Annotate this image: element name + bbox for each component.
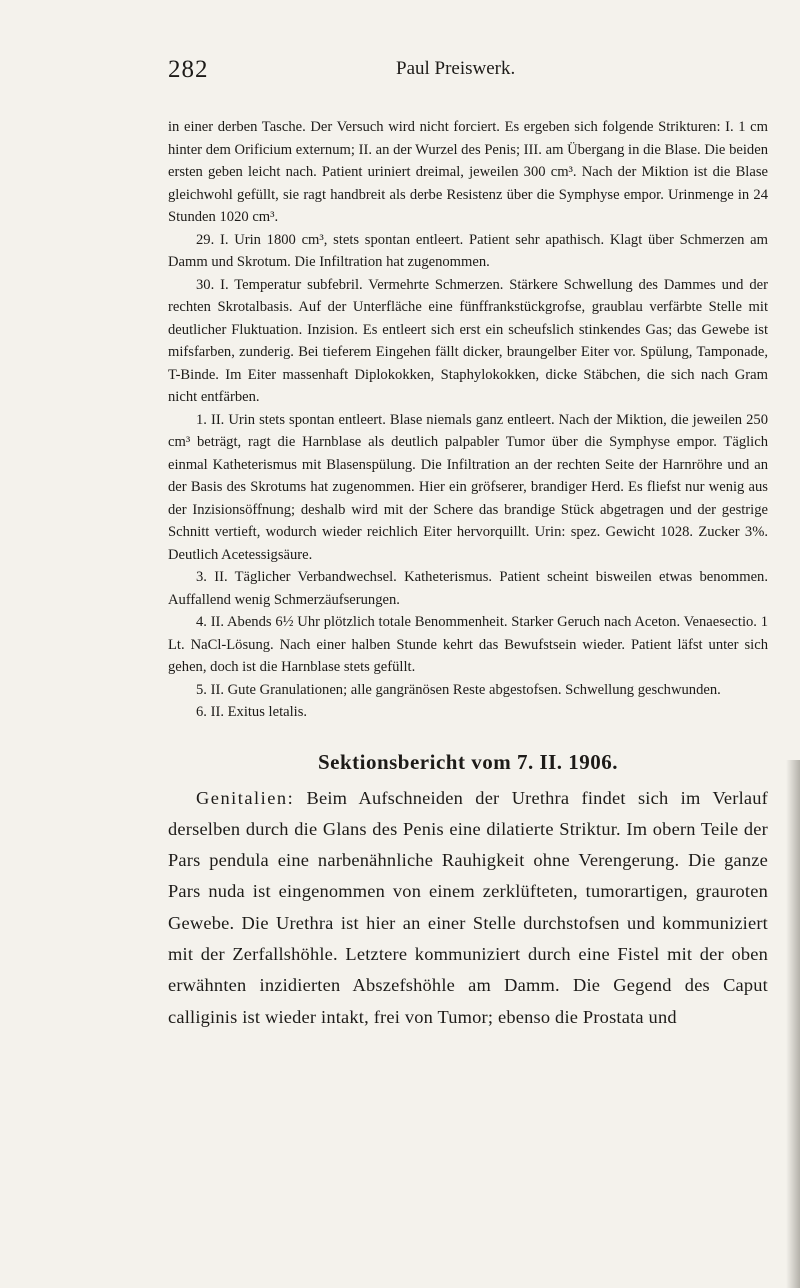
case-paragraph: in einer derben Tasche. Der Versuch wird nicht forciert. Es ergeben sich folgende Strikturen: I. 1 cm hinter dem Orificium externum; II. an der Wurzel des Penis; III. am Übergang in die Blase. Die beiden ersten geben leicht nach. Patient uriniert dreimal, jeweilen 300 cm³. Nach der Miktion ist die Blase gleichwohl gefüllt, sie ragt handbreit als derbe Resistenz über die Symphyse empor. Urinmenge in 24 Stunden 1020 cm³. — [168, 119, 768, 225]
section-lead: Genitalien: — [196, 787, 295, 808]
section-text: Beim Aufschneiden der Urethra findet sich im Verlauf derselben durch die Glans des Penis eine dilatierte Striktur. Im obern Teile der Pars pendula eine narbenähnliche Rauhigkeit ohne Verengerung. Die ganze Pars nuda ist eingenommen von einem zerklüfteten, tumorartigen, grauroten Gewebe. Die Urethra ist hier an einer Stelle durchstofsen und kommuniziert mit der Zerfallshöhle. Letztere kommuniziert durch eine Fistel mit der oben erwähnten inzidierten Abszefshöhle am Damm. Die Gegend des Caput calliginis ist wieder intakt, frei von Tumor; ebenso die Prostata und — [168, 787, 768, 1027]
case-paragraph: 29. I. Urin 1800 cm³, stets spontan entleert. Patient sehr apathisch. Klagt über Schmerzen am Damm und Skrotum. Die Infiltration hat zugenommen. — [168, 231, 768, 270]
page-number: 282 — [168, 56, 209, 83]
page-header — [168, 56, 768, 90]
section-paragraph — [168, 783, 768, 1033]
case-paragraph: 6. II. Exitus letalis. — [196, 704, 308, 720]
page-edge-shadow — [786, 760, 800, 1288]
case-paragraph: 5. II. Gute Granulationen; alle gangränösen Reste abgestofsen. Schwellung geschwunden. — [196, 681, 721, 698]
case-paragraph: 3. II. Täglicher Verbandwechsel. Katheterismus. Patient scheint bisweilen etwas benommen. Auffallend wenig Schmerzäufserungen. — [168, 569, 768, 608]
page-body — [168, 116, 768, 1033]
running-head: Paul Preiswerk. — [396, 58, 516, 79]
case-paragraph: 1. II. Urin stets spontan entleert. Blase niemals ganz entleert. Nach der Miktion, die jeweilen 250 cm³ beträgt, ragt die Harnblase als deutlich palpabler Tumor über die Symphyse empor. Täglich einmal Katheterismus mit Blasenspülung. Die Infiltration an der rechten Seite der Harnröhre und an der Basis des Skrotums hat zugenommen. Hier ein gröfserer, brandiger Herd. Es fliefst nur wenig aus der Inzisionsöffnung; deshalb wird mit der Schere das brandige Stück abgetragen und der gestrige Schnitt vertieft, wodurch wieder reichlich Eiter hervorquillt. Urin: spez. Gewicht 1028. Zucker 3%. Deutlich Acetessigsäure. — [168, 411, 768, 563]
case-paragraph: 4. II. Abends 6½ Uhr plötzlich totale Benommenheit. Starker Geruch nach Aceton. Venaesectio. 1 Lt. NaCl-Lösung. Nach einer halben Stunde kehrt das Bewufstsein wieder. Patient läfst unter sich gehen, doch ist die Harnblase stets gefüllt. — [168, 614, 768, 675]
section-heading: Sektionsbericht vom 7. II. 1906. — [317, 749, 619, 774]
case-paragraph: 30. I. Temperatur subfebril. Vermehrte Schmerzen. Stärkere Schwellung des Dammes und der rechten Skrotalbasis. Auf der Unterfläche eine fünffrankstückgrofse, graublau verfärbte Stelle mit deutlicher Fluktuation. Inzision. Es entleert sich erst ein scheufslich stinkendes Gas; das Gewebe ist mifsfarben, zunderig. Bei tieferem Eingehen fällt dicker, braungelber Eiter vor. Spülung, Tamponade, T-Binde. Im Eiter massenhaft Diplokokken, Staphylokokken, dicke Stäbchen, die sich nach Gram nicht entfärben. — [168, 276, 768, 405]
